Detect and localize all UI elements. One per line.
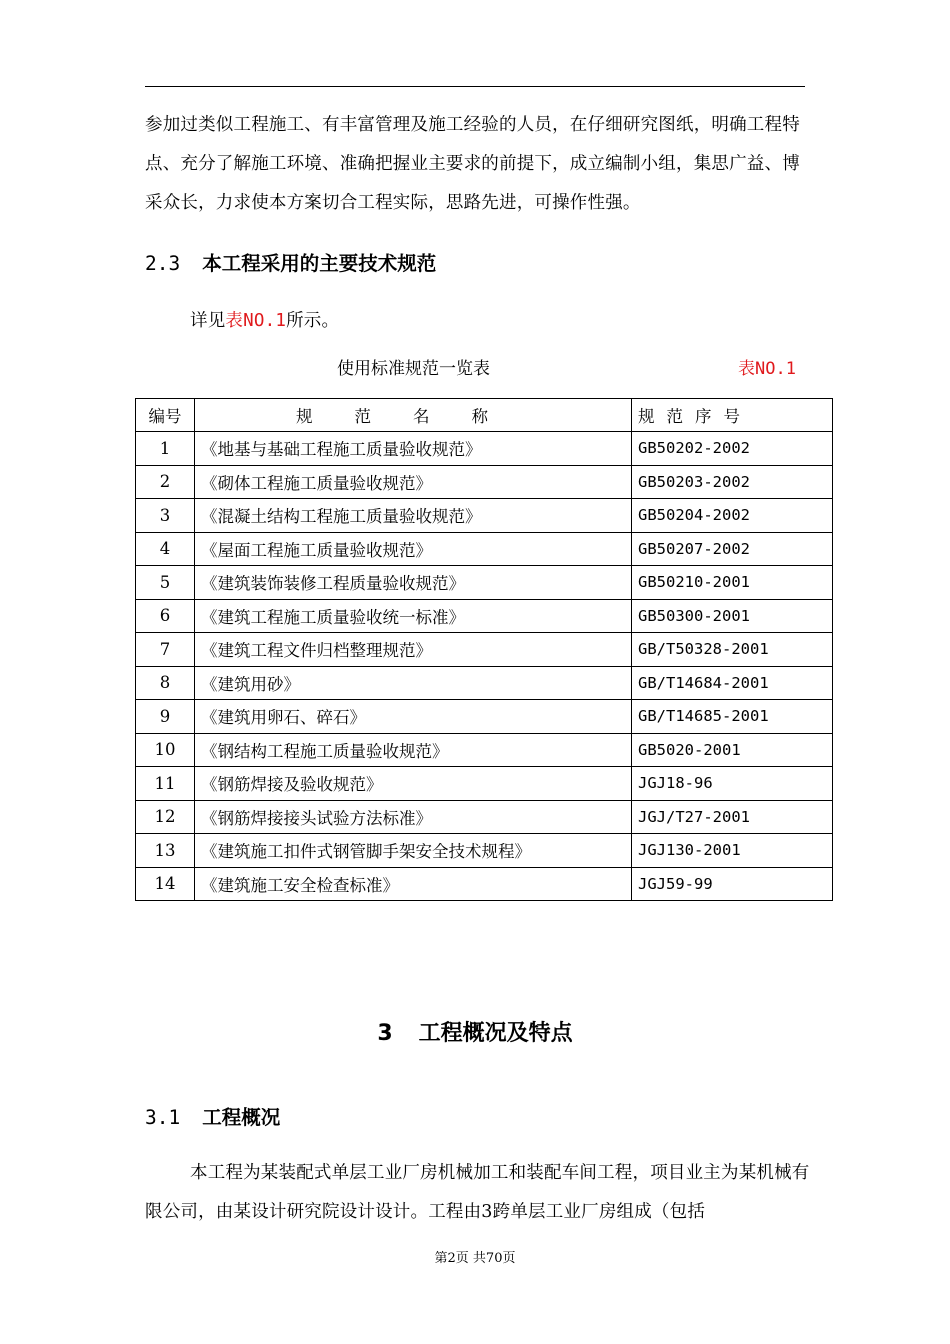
standard-name: 《建筑工程施工质量验收统一标准》 — [195, 599, 632, 633]
table-row — [136, 800, 833, 834]
section-number: 3.1 — [145, 1106, 181, 1129]
table-row — [136, 767, 833, 801]
standards-table — [135, 398, 833, 901]
standard-name: 《建筑施工安全检查标准》 — [195, 867, 632, 901]
standard-code: GB50204-2002 — [632, 499, 833, 533]
standard-name: 《钢筋焊接接头试验方法标准》 — [195, 800, 632, 834]
row-number: 3 — [136, 499, 195, 533]
standard-code: JGJ130-2001 — [632, 834, 833, 868]
standard-code: GB50300-2001 — [632, 599, 833, 633]
row-number: 12 — [136, 800, 195, 834]
section-title: 工程概况 — [202, 1106, 281, 1129]
row-number: 13 — [136, 834, 195, 868]
table-row — [136, 834, 833, 868]
standard-code: GB5020-2001 — [632, 733, 833, 767]
table-number: 表NO.1 — [738, 359, 796, 379]
header-code: 规范序号 — [632, 399, 833, 432]
standard-code: GB/T50328-2001 — [632, 633, 833, 667]
ref-suffix: 所示。 — [286, 311, 340, 331]
row-number: 5 — [136, 566, 195, 600]
standard-name: 《地基与基础工程施工质量验收规范》 — [195, 432, 632, 466]
table-reference-line — [190, 302, 855, 341]
standard-name: 《建筑施工扣件式钢管脚手架安全技术规程》 — [195, 834, 632, 868]
intro-paragraph: 参加过类似工程施工、有丰富管理及施工经验的人员，在仔细研究图纸，明确工程特点、充分了解施工环境、准确把握业主要求的前提下，成立编制小组，集思广益、博采众长，力求使本方案切合工程实际，思路先进，可操作性强。 — [145, 115, 800, 213]
standard-code: GB50207-2002 — [632, 532, 833, 566]
table-row — [136, 733, 833, 767]
page-footer: 第2页 共70页 — [434, 1251, 516, 1266]
table-row — [136, 633, 833, 667]
table-ref-link[interactable]: 表NO.1 — [225, 311, 287, 331]
row-number: 4 — [136, 532, 195, 566]
standard-name: 《砌体工程施工质量验收规范》 — [195, 465, 632, 499]
standard-code: JGJ18-96 — [632, 767, 833, 801]
table-row — [136, 499, 833, 533]
section-number: 2.3 — [145, 252, 181, 275]
standard-name: 《钢结构工程施工质量验收规范》 — [195, 733, 632, 767]
table-row — [136, 532, 833, 566]
table-row — [136, 867, 833, 901]
chapter-title: 工程概况及特点 — [418, 1021, 573, 1046]
section-title: 本工程采用的主要技术规范 — [202, 252, 437, 275]
table-header-row — [136, 399, 833, 432]
standard-code: GB50210-2001 — [632, 566, 833, 600]
row-number: 9 — [136, 700, 195, 734]
header-number: 编号 — [136, 399, 195, 432]
section-2-3-heading — [145, 248, 436, 276]
overview-paragraph: 本工程为某装配式单层工业厂房机械加工和装配车间工程，项目业主为某机械有限公司，由某设计研究院设计设计。工程由3跨单层工业厂房组成（包括 — [145, 1163, 810, 1222]
standard-code: GB50202-2002 — [632, 432, 833, 466]
standard-name: 《建筑用卵石、碎石》 — [195, 700, 632, 734]
row-number: 7 — [136, 633, 195, 667]
row-number: 1 — [136, 432, 195, 466]
standard-name: 《屋面工程施工质量验收规范》 — [195, 532, 632, 566]
standard-name: 《混凝土结构工程施工质量验收规范》 — [195, 499, 632, 533]
row-number: 2 — [136, 465, 195, 499]
table-row — [136, 465, 833, 499]
standard-name: 《钢筋焊接及验收规范》 — [195, 767, 632, 801]
row-number: 6 — [136, 599, 195, 633]
row-number: 14 — [136, 867, 195, 901]
table-row — [136, 566, 833, 600]
standard-code: JGJ59-99 — [632, 867, 833, 901]
row-number: 8 — [136, 666, 195, 700]
standard-name: 《建筑工程文件归档整理规范》 — [195, 633, 632, 667]
chapter-number: 3 — [377, 1021, 393, 1046]
table-row — [136, 599, 833, 633]
standard-code: GB50203-2002 — [632, 465, 833, 499]
chapter-3-heading — [0, 1016, 950, 1047]
table-caption: 使用标准规范一览表 — [337, 359, 490, 379]
standard-name: 《建筑用砂》 — [195, 666, 632, 700]
table-row — [136, 432, 833, 466]
table-row — [136, 666, 833, 700]
ref-prefix: 详见 — [190, 311, 226, 331]
row-number: 10 — [136, 733, 195, 767]
table-row — [136, 700, 833, 734]
standard-code: GB/T14685-2001 — [632, 700, 833, 734]
header-name: 规范名称 — [195, 399, 632, 432]
section-3-1-heading — [145, 1102, 280, 1130]
standard-code: GB/T14684-2001 — [632, 666, 833, 700]
row-number: 11 — [136, 767, 195, 801]
standard-name: 《建筑装饰装修工程质量验收规范》 — [195, 566, 632, 600]
header-rule — [145, 86, 805, 87]
standard-code: JGJ/T27-2001 — [632, 800, 833, 834]
